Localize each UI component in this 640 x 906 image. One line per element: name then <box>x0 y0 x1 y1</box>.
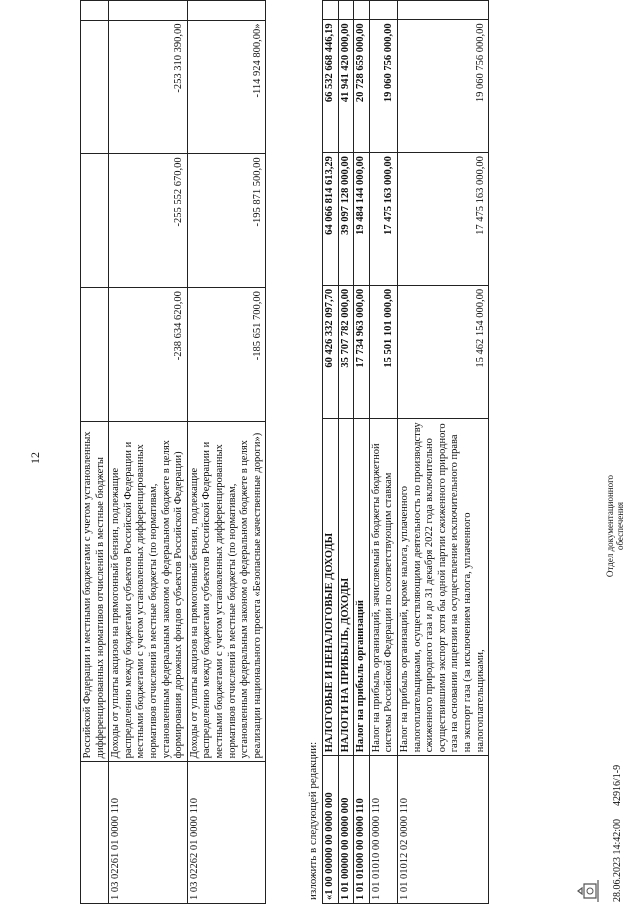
row-value-2023 <box>81 288 109 422</box>
row-name: Доходы от уплаты акцизов на прямогонный бензин, подлежащие распределению между бюджетами субъектов Российской Федерации и местными бюджетами с учетом установленных дифференцированных нормативов отчислений в местные бюджеты (по нормативам, установленным федеральным законом о федеральном бюджете в целях формирования дорожных фондов субъектов Российской Федерации) <box>109 421 188 761</box>
emblem-icon <box>576 876 602 906</box>
table-row <box>323 1 339 904</box>
table-row <box>397 1 488 904</box>
row-value-2024: 17 475 163 000,00 <box>369 153 397 286</box>
row-value-2025 <box>81 20 109 154</box>
row-value-2024: -195 871 500,00 <box>187 154 266 288</box>
row-name: Налог на прибыль организаций, зачисляемый в бюджеты бюджетной системы Российской Федерации по соответствующим ставкам <box>369 418 397 756</box>
row-value-2023: 17 734 963 000,00 <box>354 285 370 418</box>
table-row <box>354 1 370 904</box>
row-value-2023: 15 501 101 000,00 <box>369 285 397 418</box>
row-value-2024: -255 552 670,00 <box>109 154 188 288</box>
footer-department: Отдел документационного обеспечения <box>605 474 625 578</box>
row-value-2024 <box>81 154 109 288</box>
row-code: 1 03 02262 01 0000 110 <box>187 762 266 904</box>
footer-doc-number: 42916/1-9 <box>612 764 623 806</box>
footer-date: 28.06.2023 14:42:00 <box>612 818 623 902</box>
row-edge <box>81 1 109 21</box>
row-edge <box>187 1 266 21</box>
row-code: 1 01 01000 00 0000 110 <box>354 756 370 904</box>
row-code: 1 03 02261 01 0000 110 <box>109 762 188 904</box>
row-value-2025: 20 728 659 000,00 <box>354 20 370 153</box>
row-name: Налог на прибыль организаций, кроме налога, уплаченного налогоплательщиками, осуществляющими деятельность по производству сжиженного природного газа и до 31 декабря 2022 года включительно осуществившими экспорт хотя бы одной партии сжиженного природного газа на основании лицензии на осуществление исключительного права на экспорт газа (за исключением налога, уплаченного налогоплательщиками, <box>397 418 488 756</box>
row-code: 1 01 00000 00 0000 000 <box>338 756 354 904</box>
row-code <box>81 762 109 904</box>
table-row <box>187 1 266 904</box>
row-edge <box>323 1 339 20</box>
row-name: НАЛОГОВЫЕ И НЕНАЛОГОВЫЕ ДОХОДЫ <box>323 418 339 756</box>
table-row <box>369 1 397 904</box>
row-value-2025: 19 060 756 000,00 <box>369 20 397 153</box>
table-new-edition <box>322 0 489 904</box>
table-row <box>109 1 188 904</box>
row-value-2023: -238 634 620,00 <box>109 288 188 422</box>
row-edge <box>109 1 188 21</box>
row-value-2024: 39 097 128 000,00 <box>338 153 354 286</box>
row-name: Российской Федерации и местными бюджетами с учетом установленных дифференцированных нормативов отчислений в местные бюджеты <box>81 421 109 761</box>
row-value-2025: 66 532 668 446,19 <box>323 20 339 153</box>
row-value-2023: 15 462 154 000,00 <box>397 285 488 418</box>
row-name: НАЛОГИ НА ПРИБЫЛЬ, ДОХОДЫ <box>338 418 354 756</box>
row-value-2023: -185 651 700,00 <box>187 288 266 422</box>
table-previous-edition <box>80 0 266 904</box>
row-value-2025: -253 310 390,00 <box>109 20 188 154</box>
row-code: «1 00 00000 00 0000 000 <box>323 756 339 904</box>
row-value-2024: 19 484 144 000,00 <box>354 153 370 286</box>
row-edge <box>338 1 354 20</box>
row-edge <box>369 1 397 20</box>
row-value-2024: 17 475 163 000,00 <box>397 153 488 286</box>
intro-text: изложить в следующей редакции: <box>307 741 319 900</box>
row-edge <box>354 1 370 20</box>
table-row <box>338 1 354 904</box>
row-value-2025: 19 060 756 000,00 <box>397 20 488 153</box>
row-name: Налог на прибыль организаций <box>354 418 370 756</box>
row-value-2025: -114 924 800,00» <box>187 20 266 154</box>
row-edge <box>397 1 488 20</box>
row-value-2024: 64 066 814 613,29 <box>323 153 339 286</box>
row-value-2023: 35 707 782 000,00 <box>338 285 354 418</box>
row-code: 1 01 01010 00 0000 110 <box>369 756 397 904</box>
row-name: Доходы от уплаты акцизов на прямогонный бензин, подлежащие распределению между бюджетами субъектов Российской Федерации и местными бюджетами с учетом установленных дифференцированных нормативов отчислений в местные бюджеты (по нормативам, установленным федеральным законом о федеральном бюджете в целях реализации национального проекта «Безопасные качественные дороги») <box>187 421 266 761</box>
row-value-2023: 60 426 332 097,70 <box>323 285 339 418</box>
row-value-2025: 41 941 420 000,00 <box>338 20 354 153</box>
table-row <box>81 1 109 904</box>
page-number: 12 <box>28 452 42 464</box>
row-code: 1 01 01012 02 0000 110 <box>397 756 488 904</box>
